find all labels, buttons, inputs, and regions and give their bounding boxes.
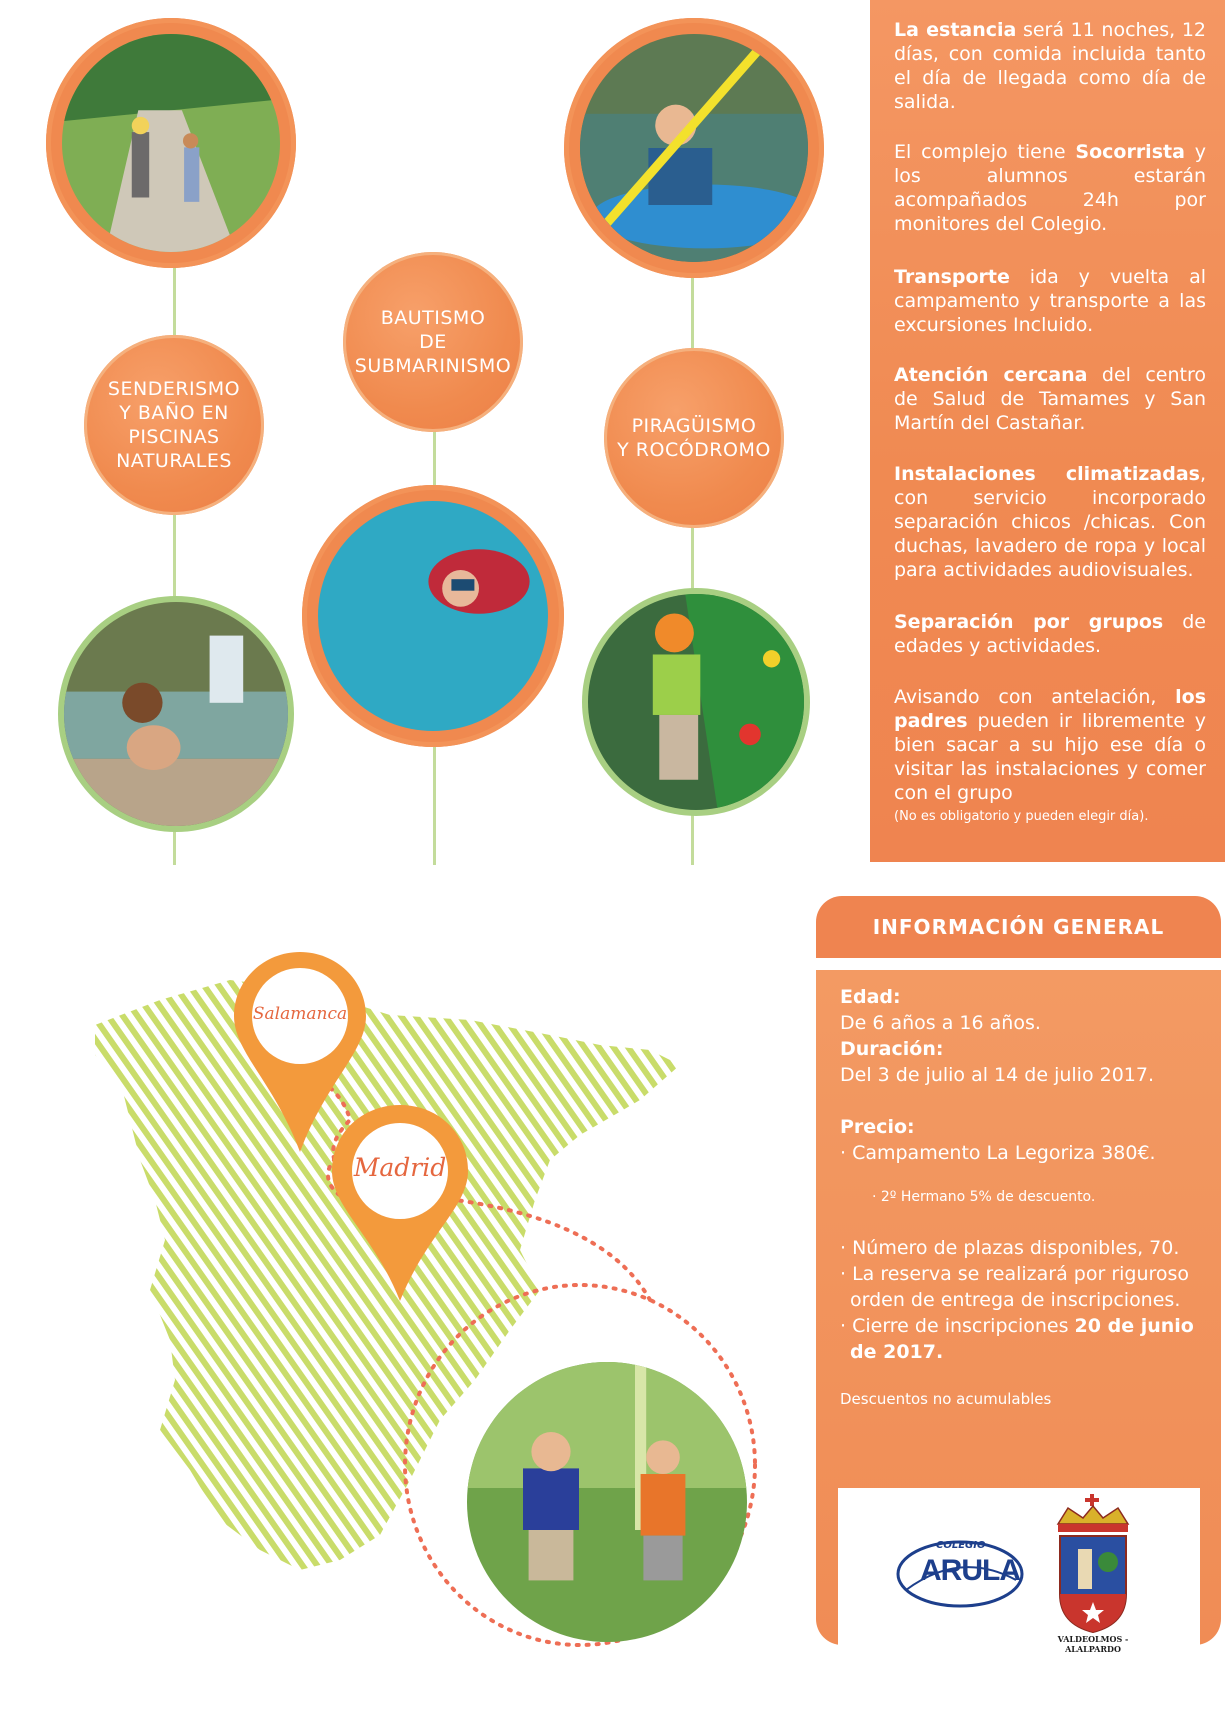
precio-label: Precio: (840, 1116, 915, 1138)
info-title-text: INFORMACIÓN GENERAL (872, 915, 1165, 939)
logos-box (838, 1488, 1200, 1654)
health-text: del centro de Salud de Tamames y San Martín del Castañar. (894, 364, 1206, 434)
parents-note: (No es obligatorio y pueden elegir día). (894, 809, 1149, 824)
plazas-text: · Número de plazas disponibles, 70. (840, 1237, 1180, 1259)
kayak-photo (580, 34, 808, 262)
parents-text: pueden ir libremente y bien sacar a su hijo ese día o visitar las instalaciones y comer con el grupo (894, 710, 1206, 804)
arula-logo (896, 1530, 1024, 1610)
info-panel (870, 0, 1225, 862)
transport-label: Transporte (894, 266, 1010, 288)
valdeolmos-shield (1038, 1494, 1148, 1654)
activity-circle-kayak (604, 348, 784, 528)
stay-text: será 11 noches, 12 días, con comida incluida tanto el día de llegada como día de salida. (894, 19, 1206, 113)
arula-name-text: ARULA (920, 1554, 1020, 1587)
shield-text: VALDEOLMOS - ALALPARDO (1057, 1634, 1129, 1654)
groups-label: Separación por grupos (894, 611, 1164, 633)
madrid-pin (332, 1105, 468, 1301)
parents-pre: Avisando con antelación, (894, 686, 1176, 708)
cierre-date: 20 de junio (1074, 1315, 1194, 1337)
edad-label: Edad: (840, 986, 901, 1008)
pool-photo (64, 602, 288, 826)
parents-label: los padres (894, 686, 1206, 732)
info-title (816, 896, 1221, 958)
precio-item-1: · Campamento La Legoriza 380€. (840, 1142, 1156, 1164)
panel-parents (894, 685, 1206, 825)
descuentos-text: Descuentos no acumulables (840, 1390, 1052, 1408)
panel-groups (894, 610, 1206, 658)
kids-running-photo (467, 1362, 747, 1642)
activity-label-kayak: PIRAGÜISMO Y ROCÓDROMO (617, 415, 771, 461)
madrid-label: Madrid (353, 1153, 447, 1182)
panel-health (894, 363, 1206, 435)
panel-stay (894, 18, 1206, 114)
panel-facilities (894, 462, 1206, 582)
lifeguard-pre: El complejo tiene (894, 141, 1076, 163)
facilities-text: , con servicio incorporado separación chicos /chicas. Con duchas, lavadero de ropa y local para actividades audiovisuales. (894, 463, 1206, 581)
stay-label: La estancia (894, 19, 1017, 41)
edad-value: De 6 años a 16 años. (840, 1012, 1041, 1034)
groups-text: de edades y actividades. (894, 611, 1206, 657)
activity-circle-hiking (84, 335, 264, 515)
cierre-text (840, 1313, 1194, 1339)
duracion-label: Duración: (840, 1038, 944, 1060)
activity-circle-diving (343, 252, 523, 432)
cierre-pre: · Cierre de inscripciones (840, 1315, 1075, 1337)
precio-item-2: · 2º Hermano 5% de descuento. (872, 1189, 1096, 1205)
facilities-label: Instalaciones climatizadas (894, 463, 1200, 485)
transport-text: ida y vuelta al campamento y transporte a las excursiones Incluido. (894, 266, 1206, 336)
climbing-photo (588, 594, 804, 810)
info-body (816, 970, 1221, 1654)
activity-label-diving: BAUTISMO DE SUBMARINISMO (354, 307, 512, 377)
reserva-text-2: orden de entrega de inscripciones. (850, 1289, 1181, 1311)
health-label: Atención cercana (894, 364, 1088, 386)
reserva-text-1: · La reserva se realizará por riguroso (840, 1263, 1190, 1285)
arula-top-text: COLEGIO (936, 1540, 986, 1551)
salamanca-label: Salamanca (252, 1004, 348, 1024)
duracion-value: Del 3 de julio al 14 de julio 2017. (840, 1064, 1155, 1086)
cierre-year: de 2017. (850, 1341, 944, 1363)
activity-label-hiking: SENDERISMO Y BAÑO EN PISCINAS NATURALES (107, 378, 241, 472)
lifeguard-label: Socorrista (1075, 141, 1185, 163)
hiking-photo (62, 34, 280, 252)
panel-transport (894, 265, 1206, 337)
diving-photo (318, 501, 548, 731)
map-pin-icon (332, 1105, 468, 1301)
lifeguard-text: y los alumnos estarán acompañados 24h por monitores del Colegio. (894, 141, 1206, 235)
shield-icon (1038, 1494, 1148, 1644)
panel-lifeguard (894, 140, 1206, 236)
